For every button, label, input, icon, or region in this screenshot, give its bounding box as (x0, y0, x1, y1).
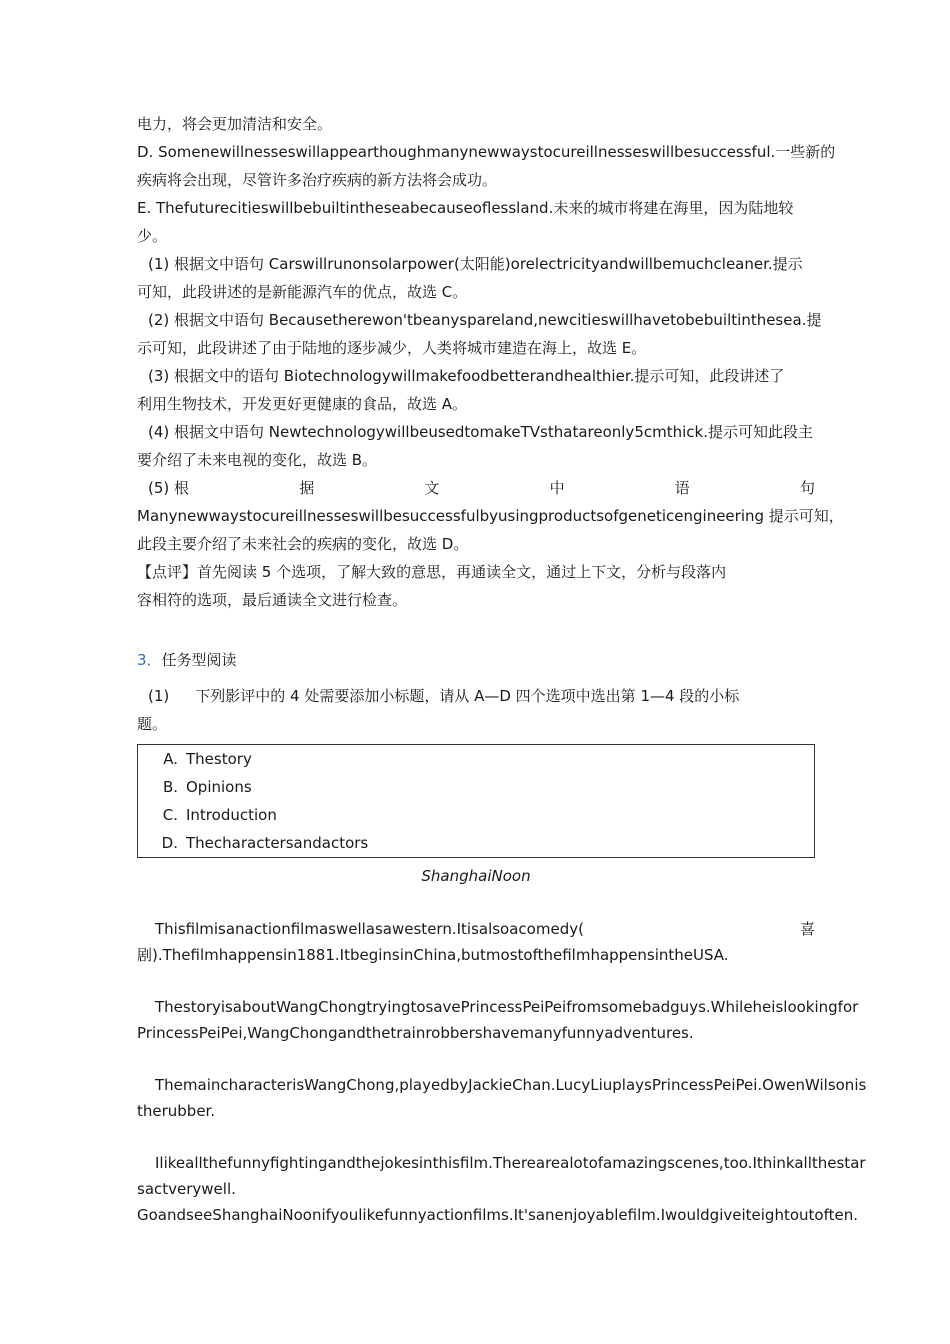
paragraph-text: GoandseeShanghaiNoonifyoulikefunnyactionfilms.It'sanenjoyablefilm.Iwouldgiveiteightoutoften. (137, 1206, 858, 1224)
paragraph-text: ThemaincharacterisWangChong,playedbyJackieChan.LucyLiuplaysPrincessPeiPei.OwenWilsonis (155, 1076, 867, 1094)
justified-word: 语 (674, 479, 690, 497)
justified-word: (5) 根 (148, 479, 190, 497)
question-title: 任务型阅读 (161, 651, 237, 669)
options-box (137, 744, 815, 858)
answer-2-line: (2) 根据文中语句 Becausetherewon'tbeanyspareland,newcitieswillhavetobebuiltinthesea.提 (148, 311, 822, 329)
question-number: 3． (137, 651, 162, 669)
option-text: Thestory (186, 750, 252, 768)
answer-4-line-2: 要介绍了未来电视的变化，故选 B。 (137, 451, 378, 469)
paragraph-text: 喜 (799, 920, 815, 938)
paragraph-text: Thisfilmisanactionfilmaswellasawestern.Itisalsoacomedy( (155, 920, 584, 938)
instruction-line (137, 682, 815, 710)
option-letter: C. (162, 806, 178, 824)
option-letter: D. (161, 834, 178, 852)
question-3-heading (137, 646, 815, 674)
paragraph-text: sactverywell. (137, 1180, 236, 1198)
review-paragraph-1 (137, 916, 815, 968)
instruction-number: (1) (148, 687, 170, 705)
document-page (137, 110, 867, 1228)
film-title: ShanghaiNoon (421, 867, 531, 885)
review-paragraph-2 (137, 994, 859, 1046)
answer-1-line-2: 可知，此段讲述的是新能源汽车的优点，故选 C。 (137, 283, 468, 301)
review-paragraph-3 (137, 1072, 867, 1124)
instruction-line-2: 题。 (137, 715, 168, 733)
answer-2-line-2: 示可知，此段讲述了由于陆地的逐步减少，人类将城市建造在海上，故选 E。 (137, 339, 647, 357)
answer-5-justified-line (137, 474, 815, 502)
option-row (138, 801, 814, 829)
justified-word: 据 (299, 479, 315, 497)
option-text: Introduction (186, 806, 277, 824)
option-row (138, 745, 814, 773)
option-row (138, 829, 814, 857)
option-e-line: E. Thefuturecitieswillbebuiltintheseabecauseoflessland.未来的城市将建在海里，因为陆地较 (137, 199, 794, 217)
comment-line-2: 容相符的选项，最后通读全文进行检查。 (137, 591, 408, 609)
paragraph-text: ThestoryisaboutWangChongtryingtosavePrincessPeiPeifromsomebadguys.Whileheislookingfor (155, 998, 859, 1016)
answer-3-line: (3) 根据文中的语句 Biotechnologywillmakefoodbetterandhealthier.提示可知，此段讲述了 (148, 367, 785, 385)
text-line: 电力，将会更加清洁和安全。 (137, 115, 333, 133)
comment-line: 【点评】首先阅读 5 个选项，了解大致的意思，再通读全文，通过上下文，分析与段落内 (137, 563, 727, 581)
paragraph-text: 剧).Thefilmhappensin1881.ItbeginsinChina,butmostofthefilmhappensintheUSA. (137, 946, 729, 964)
paragraph-text: Ilikeallthefunnyfightingandthejokesinthisfilm.Therearealotofamazingscenes,too.Ithinkallthestar (155, 1154, 866, 1172)
option-letter: B. (162, 778, 178, 796)
answer-5-line-2: Manynewwaystocureillnesseswillbesuccessfulbyusingproductsofgeneticengineering 提示可知， (137, 507, 844, 525)
option-text: Thecharactersandactors (186, 834, 369, 852)
option-d-translation: 疾病将会出现，尽管许多治疗疾病的新方法将会成功。 (137, 171, 498, 189)
answer-1-line: (1) 根据文中语句 Carswillrunonsolarpower(太阳能)orelectricityandwillbemuchcleaner.提示 (148, 255, 803, 273)
option-d-line: D. Somenewillnesseswillappearthoughmanynewwaystocureillnesseswillbesuccessful.一些新的 (137, 143, 836, 161)
option-text: Opinions (186, 778, 252, 796)
paragraph-text: PrincessPeiPei,WangChongandthetrainrobbershavemanyfunnyadventures. (137, 1024, 694, 1042)
justified-word: 文 (424, 479, 440, 497)
option-row (138, 773, 814, 801)
paragraph-text: therubber. (137, 1102, 216, 1120)
answer-3-line-2: 利用生物技术，开发更好更健康的食品，故选 A。 (137, 395, 468, 413)
answer-4-line: (4) 根据文中语句 NewtechnologywillbeusedtomakeTVsthatareonly5cmthick.提示可知此段主 (148, 423, 813, 441)
justified-word: 句 (799, 479, 815, 497)
option-letter: A. (163, 750, 178, 768)
instruction-text: 下列影评中的 4 处需要添加小标题，请从 A—D 四个选项中选出第 1—4 段的小标 (195, 687, 740, 705)
review-paragraph-4 (137, 1150, 866, 1228)
option-e-translation: 少。 (137, 227, 168, 245)
answer-5-line-3: 此段主要介绍了未来社会的疾病的变化，故选 D。 (137, 535, 469, 553)
justified-word: 中 (549, 479, 565, 497)
